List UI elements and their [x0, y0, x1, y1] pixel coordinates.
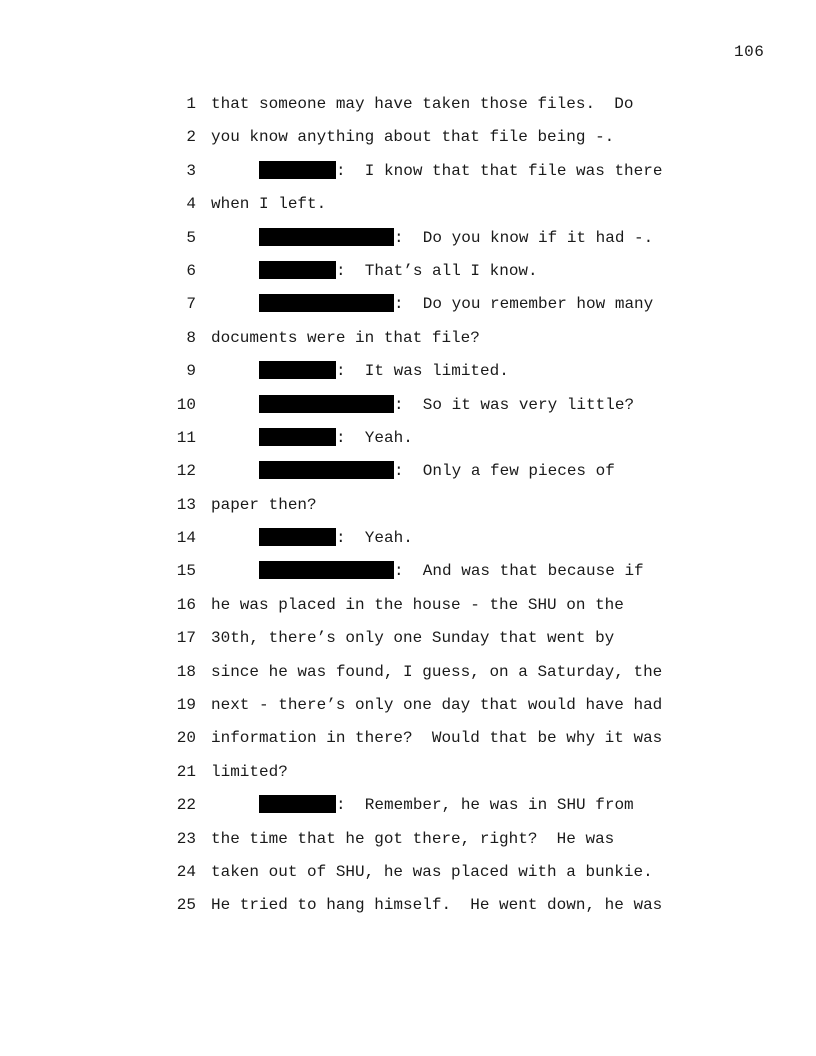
line-content: : Only a few pieces of [394, 462, 615, 481]
line-text [211, 728, 662, 748]
line-content: he was placed in the house - the SHU on the [211, 595, 624, 614]
line-number: 19 [176, 696, 196, 715]
line-content: that someone may have taken those files. Do [211, 95, 634, 113]
redacted-speaker-name [259, 561, 394, 579]
redacted-speaker-name [259, 428, 336, 446]
line-text [259, 294, 653, 314]
line-content: paper then? [211, 495, 317, 514]
transcript-line [0, 161, 816, 194]
line-content: : Remember, he was in SHU from [336, 796, 634, 815]
redacted-speaker-name [259, 361, 336, 379]
line-content: 30th, there’s only one Sunday that went by [211, 629, 615, 648]
line-content: you know anything about that file being -. [211, 128, 615, 147]
line-number: 15 [176, 562, 196, 581]
redacted-speaker-name [259, 161, 336, 179]
line-number: 9 [186, 362, 196, 381]
transcript-line [0, 662, 816, 695]
line-text [211, 194, 326, 214]
transcript-line [0, 495, 816, 528]
transcript-line [0, 328, 816, 361]
line-content: : And was that because if [394, 562, 644, 581]
line-text [211, 127, 614, 147]
transcript-line [0, 261, 816, 294]
line-content: : That’s all I know. [336, 261, 538, 280]
line-number: 3 [186, 161, 196, 180]
line-text [211, 695, 662, 715]
transcript-line [0, 895, 816, 928]
line-text [211, 762, 288, 782]
line-number: 4 [186, 195, 196, 214]
line-number: 16 [176, 595, 196, 614]
line-text [211, 628, 614, 648]
line-number: 22 [176, 796, 196, 815]
line-text [259, 461, 615, 481]
line-text [211, 895, 662, 915]
line-text [211, 595, 624, 615]
line-number: 21 [176, 762, 196, 781]
transcript-line [0, 361, 816, 394]
line-content: : Do you know if it had -. [394, 228, 654, 247]
line-number: 18 [176, 662, 196, 681]
line-number: 1 [186, 95, 196, 113]
line-number: 7 [186, 295, 196, 314]
line-text [211, 862, 653, 882]
line-content: limited? [211, 762, 288, 781]
line-number: 12 [176, 462, 196, 481]
line-text [259, 395, 634, 415]
line-number: 17 [176, 629, 196, 648]
line-number: 5 [186, 228, 196, 247]
redacted-speaker-name [259, 795, 336, 813]
line-content: He tried to hang himself. He went down, he was [211, 896, 663, 915]
line-number: 13 [176, 495, 196, 514]
line-number: 23 [176, 829, 196, 848]
line-text [211, 829, 614, 849]
transcript-line [0, 528, 816, 561]
redacted-speaker-name [259, 294, 394, 312]
line-text [211, 328, 480, 348]
transcript-line [0, 829, 816, 862]
redacted-speaker-name [259, 261, 336, 279]
line-content: next - there’s only one day that would have had [211, 696, 663, 715]
line-text [211, 94, 633, 114]
redacted-speaker-name [259, 395, 394, 413]
line-text [211, 495, 317, 515]
line-content: : I know that that file was there [336, 161, 663, 180]
line-content: taken out of SHU, he was placed with a bunkie. [211, 862, 653, 881]
transcript-line [0, 127, 816, 160]
transcript-line [0, 762, 816, 795]
line-content: the time that he got there, right? He was [211, 829, 615, 848]
transcript-line [0, 862, 816, 895]
transcript-line [0, 461, 816, 494]
transcript-line [0, 428, 816, 461]
line-text [259, 528, 413, 548]
redacted-speaker-name [259, 228, 394, 246]
line-content: information in there? Would that be why it was [211, 729, 663, 748]
line-content: : Yeah. [336, 529, 413, 548]
line-text [259, 261, 538, 281]
transcript-line [0, 561, 816, 594]
line-text [259, 228, 653, 248]
line-number: 2 [186, 128, 196, 147]
line-content: since he was found, I guess, on a Saturday, the [211, 662, 663, 681]
line-text [259, 561, 644, 581]
redacted-speaker-name [259, 528, 336, 546]
transcript-line [0, 294, 816, 327]
line-content: when I left. [211, 195, 327, 214]
page-number: 106 [734, 43, 765, 61]
transcript-line [0, 395, 816, 428]
line-content: : Do you remember how many [394, 295, 654, 314]
line-number: 6 [186, 261, 196, 280]
line-text [259, 361, 509, 381]
transcript-line [0, 194, 816, 227]
transcript-line [0, 795, 816, 828]
line-content: documents were in that file? [211, 328, 480, 347]
line-content: : Yeah. [336, 428, 413, 447]
line-text [259, 428, 413, 448]
line-number: 14 [176, 529, 196, 548]
transcript-line [0, 228, 816, 261]
transcript-line [0, 94, 816, 127]
transcript-line [0, 595, 816, 628]
transcript-line [0, 728, 816, 761]
line-number: 20 [176, 729, 196, 748]
line-number: 25 [176, 896, 196, 915]
line-text [259, 161, 662, 181]
line-content: : It was limited. [336, 362, 509, 381]
transcript-body [0, 94, 816, 929]
transcript-line [0, 628, 816, 661]
line-text [211, 662, 662, 682]
line-text [259, 795, 634, 815]
line-number: 10 [176, 395, 196, 414]
line-number: 8 [186, 328, 196, 347]
line-content: : So it was very little? [394, 395, 635, 414]
line-number: 24 [176, 862, 196, 881]
transcript-line [0, 695, 816, 728]
redacted-speaker-name [259, 461, 394, 479]
line-number: 11 [176, 428, 196, 447]
